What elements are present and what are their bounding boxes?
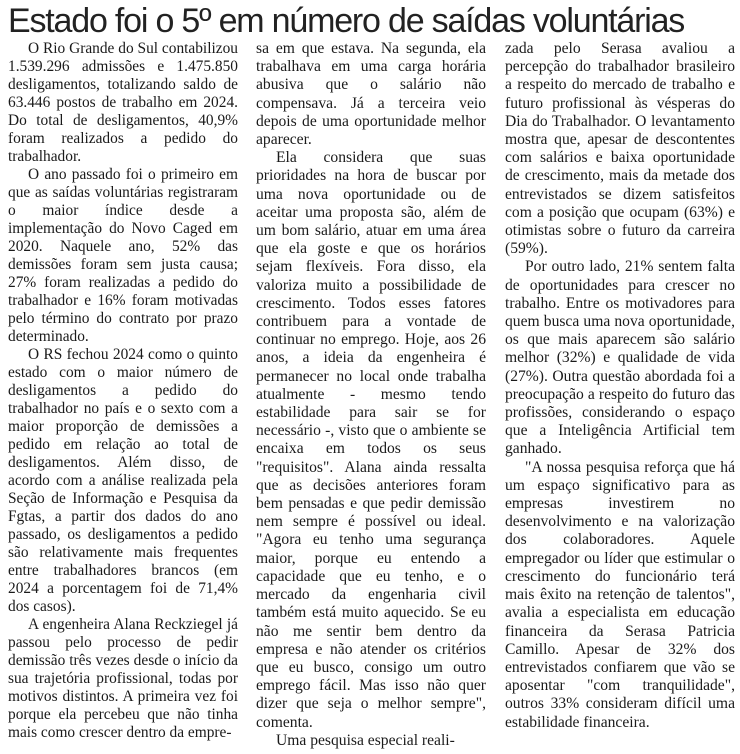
article-column-2 <box>256 40 486 750</box>
paragraph: O ano passado foi o primeiro em que as saídas voluntárias registraram o maior índice desde a implementação do Novo Caged em 2020. Naquele ano, 52% das demissões foram sem justa causa; 27% foram realizadas a pedido do trabalhador e 16% foram motivadas pelo término do contrato por prazo determinado. <box>8 166 238 345</box>
paragraph-continued: sa em que estava. Na segunda, ela trabalhava em uma carga horária abusiva que o salário não compensava. Já a terceira veio depois de uma oportunidade melhor aparecer. <box>256 40 486 149</box>
paragraph: Uma pesquisa especial reali- <box>276 731 455 749</box>
article-column-1 <box>8 40 238 742</box>
paragraph: A engenheira Alana Reckziegel já passou pelo processo de pedir demissão três vezes desde o início da sua trajetória profissional, todas por motivos distintos. A primeira vez foi porque ela percebeu que não tinha mais como crescer dentro da empre- <box>8 616 238 741</box>
paragraph-continued: zada pelo Serasa avaliou a percepção do trabalhador brasileiro a respeito do mercado de trabalho e futuro profissional às vésperas do Dia do Trabalhador. O levantamento mostra que, apesar de descontentes com salários e baixa oportunidade de crescimento, mais da metade dos entrevistados se dizem satisfeitos com a posição que ocupam (63%) e otimistas sobre o futuro da carreira (59%). <box>505 40 735 258</box>
article-column-3 <box>505 40 735 732</box>
headline: Estado foi o 5º em número de saídas voluntárias <box>8 2 685 40</box>
paragraph: Por outro lado, 21% sentem falta de oportunidades para crescer no trabalho. Entre os motivadores para quem busca uma nova oportunidade, os que mais aparecem são salário melhor (32%) e qualidade de vida (27%). Outra questão abordada foi a preocupação a respeito do futuro das profissões, considerando o espaço que a Inteligência Artificial tem ganhado. <box>505 258 735 458</box>
paragraph: O Rio Grande do Sul contabilizou 1.539.296 admissões e 1.475.850 desligamentos, totalizando saldo de 63.446 postos de trabalho em 2024. Do total de desligamentos, 40,9% foram realizados a pedido do trabalhador. <box>8 40 238 165</box>
paragraph: Ela considera que suas prioridades na hora de buscar por uma nova oportunidade ou de aceitar uma proposta são, além de um bom salário, atuar em uma área que ela goste e que os horários sejam flexíveis. Fora disso, ela valoriza muito a possibilidade de crescimento. Todos esses fatores contribuem para a vontade de continuar no emprego. Hoje, aos 26 anos, a ideia da engenheira é permanecer no local onde trabalha atualmente - mesmo tendo estabilidade para sair se for necessário -, visto que o ambiente se encaixa em todos os seus "requisitos". Alana ainda ressalta que as decisões anteriores foram bem pensadas e que pedir demissão nem sempre é possível ou ideal. "Agora eu tenho uma segurança maior, porque eu entendo a capacidade que eu tenho, e o mercado da engenharia civil também está muito aquecido. Se eu não me sentir bem dentro da empresa e não atender os critérios que eu busco, consigo um outro emprego fácil. Mas isso não quer dizer que seja o melhor sempre", comenta. <box>256 149 486 731</box>
paragraph: O RS fechou 2024 como o quinto estado com o maior número de desligamentos a pedido do trabalhador no país e o sexto com a maior proporção de demissões a pedido em relação ao total de desligamentos. Além disso, de acordo com a análise realizada pela Seção de Informação e Pesquisa da Fgtas, a partir dos dados do ano passado, os desligamentos a pedido são relativamente mais frequentes entre trabalhadores brancos (em 2024 a porcentagem foi de 71,4% dos casos). <box>8 346 238 615</box>
paragraph: "A nossa pesquisa reforça que há um espaço significativo para as empresas investirem no desenvolvimento e na valorização dos colaboradores. Aquele empregador ou líder que estimular o crescimento do funcionário terá mais êxito na retenção de talentos", avalia a especialista em educação financeira da Serasa Patricia Camillo. Apesar de 32% dos entrevistados confiarem que vão se aposentar "com tranquilidade", outros 33% consideram difícil uma estabilidade financeira. <box>505 458 735 731</box>
